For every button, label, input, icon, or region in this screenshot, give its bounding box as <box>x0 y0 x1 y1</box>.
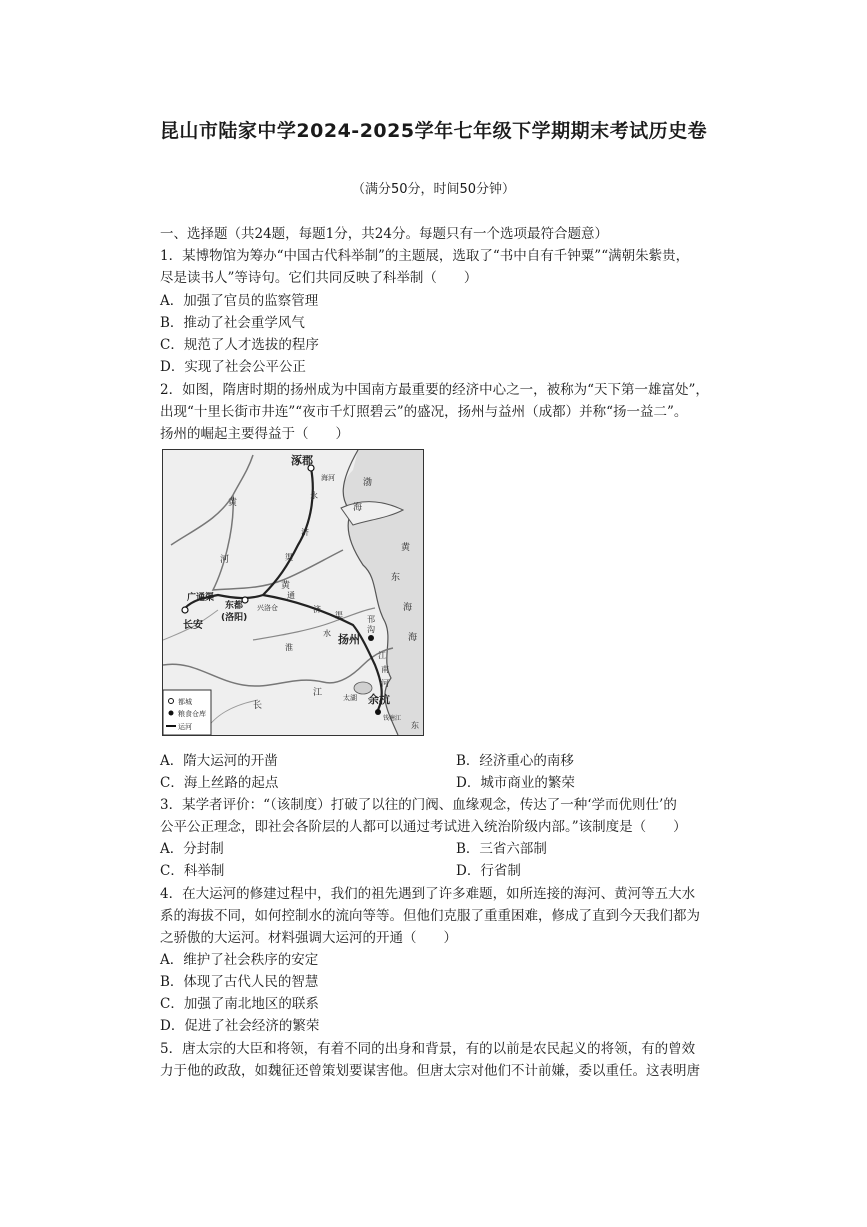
question-text-line: 4．在大运河的修建过程中，我们的祖先遇到了许多难题，如所连接的海河、黄河等五大水 <box>160 886 696 902</box>
option-b: B．体现了古代人民的智慧 <box>160 974 319 990</box>
label-zhuojun: 涿郡 <box>291 454 313 467</box>
option-b: B．三省六部制 <box>456 841 547 857</box>
option-a: A．分封制 <box>160 841 224 857</box>
question-text-line: 3．某学者评价：“（该制度）打破了以往的门阀、血缘观念，传达了一种‘学而优则仕’的 <box>160 797 677 813</box>
label-yongji: 渠 <box>285 553 293 562</box>
label-jiangnan: 河 <box>381 679 389 688</box>
label-bohai: 海 <box>353 503 363 513</box>
map-svg <box>163 450 423 735</box>
city-marker-yangzhou <box>368 635 374 641</box>
label-dongdu: 东都 <box>225 601 244 611</box>
option-b: B．经济重心的南移 <box>456 753 574 769</box>
label-huanghe: 黄 <box>228 498 238 508</box>
label-yongji: 永 <box>310 491 318 500</box>
label-haihe: 海河 <box>321 474 335 482</box>
label-tongji: 渠 <box>335 611 343 620</box>
legend-canal: 运河 <box>178 723 192 731</box>
label-huanghai: 黄 <box>401 543 411 553</box>
option-b: B．推动了社会重学风气 <box>160 315 305 331</box>
question-text-line: 1．某博物馆为筹办“中国古代科举制”的主题展，选取了“书中自有千钟粟”“满朝朱紫贵， <box>160 248 690 264</box>
city-marker-changan <box>182 607 188 613</box>
question-text-line: 出现“十里长街市井连”“夜市千灯照碧云”的盛况，扬州与益州（成都）并称“扬一益二”。 <box>160 404 688 420</box>
label-huaishui: 水 <box>323 629 331 638</box>
question-text-line: 2．如图，隋唐时期的扬州成为中国南方最重要的经济中心之一，被称为“天下第一雄富处”， <box>160 382 709 398</box>
option-d: D．实现了社会公平公正 <box>160 359 306 375</box>
label-huaishui: 淮 <box>285 643 293 652</box>
label-guangtong: 广通渠 <box>187 593 215 603</box>
option-d: D．行省制 <box>456 863 521 879</box>
label-yuhang: 余杭 <box>368 693 390 706</box>
label-hangou: 邗 <box>367 615 375 624</box>
label-donghai: 海 <box>403 603 413 613</box>
exam-subtitle: （满分50分，时间50分钟） <box>351 182 516 197</box>
option-a: A．加强了官员的监察管理 <box>160 293 319 309</box>
question-text-line: 尽是读书人”等诗句。它们共同反映了科举制（ ） <box>160 270 478 286</box>
label-yongji: 济 <box>301 528 309 537</box>
section-heading: 一、选择题（共24题，每题1分，共24分。每题只有一个选项最符合题意） <box>160 226 608 242</box>
question-text-line: 扬州的崛起主要得益于（ ） <box>160 426 349 442</box>
label-yangzhou: 扬州 <box>338 633 360 646</box>
label-tongji: 济 <box>313 605 321 614</box>
option-d: D．促进了社会经济的繁荣 <box>160 1018 320 1034</box>
label-donghai: 东 <box>391 573 401 583</box>
question-text-line: 公平公正理念，即社会各阶层的人都可以通过考试进入统治阶级内部。”该制度是（ ） <box>160 819 687 835</box>
question-text-line: 系的海拔不同，如何控制水的流向等等。但他们克服了重重困难，修成了直到今天我们都为 <box>160 908 700 924</box>
option-a: A．维护了社会秩序的安定 <box>160 952 319 968</box>
option-c: C．加强了南北地区的联系 <box>160 996 319 1012</box>
label-huanghe-2: 黄 <box>281 581 291 591</box>
label-tongji: 通 <box>287 591 295 600</box>
grand-canal-map <box>162 449 424 736</box>
label-xingluo: 兴洛仓 <box>257 604 278 612</box>
label-changan: 长安 <box>183 620 203 631</box>
label-dong-sw: 东 <box>411 721 419 730</box>
legend-granary-icon <box>169 711 174 716</box>
option-a: A．隋大运河的开凿 <box>160 753 278 769</box>
legend-granary: 粮食仓库 <box>178 710 206 718</box>
label-jiangnan: 江 <box>378 651 386 660</box>
label-huanghe: 河 <box>220 555 230 565</box>
question-text-line: 力于他的政敌，如魏征还曾策划要谋害他。但唐太宗对他们不计前嫌，委以重任。这表明唐 <box>160 1063 700 1079</box>
option-c: C．规范了人才选拔的程序 <box>160 337 319 353</box>
option-c: C．海上丝路的起点 <box>160 775 279 791</box>
huanghe-river <box>171 455 343 590</box>
label-jiangnan: 南 <box>381 665 389 674</box>
label-changjiang: 江 <box>313 688 323 698</box>
label-bohai: 渤 <box>363 478 373 488</box>
question-text-line: 5．唐太宗的大臣和将领，有着不同的出身和背景，有的以前是农民起义的将领，有的曾效 <box>160 1041 696 1057</box>
label-taihu: 太湖 <box>343 694 357 702</box>
city-marker-yuhang <box>375 709 381 715</box>
label-luoyang: (洛阳) <box>221 613 248 623</box>
changjiang-river <box>163 648 393 686</box>
legend-capital-icon <box>169 699 174 704</box>
exam-title: 昆山市陆家中学2024-2025学年七年级下学期期末考试历史卷 <box>159 120 708 142</box>
option-c: C．科举制 <box>160 863 225 879</box>
label-qiantang: 钱塘江 <box>383 715 402 722</box>
label-hai: 海 <box>408 633 418 643</box>
label-changjiang: 长 <box>253 701 263 711</box>
option-d: D．城市商业的繁荣 <box>456 775 575 791</box>
label-hangou: 沟 <box>367 625 375 634</box>
legend-capital: 都城 <box>178 698 192 706</box>
question-text-line: 之骄傲的大运河。材料强调大运河的开通（ ） <box>160 930 457 946</box>
